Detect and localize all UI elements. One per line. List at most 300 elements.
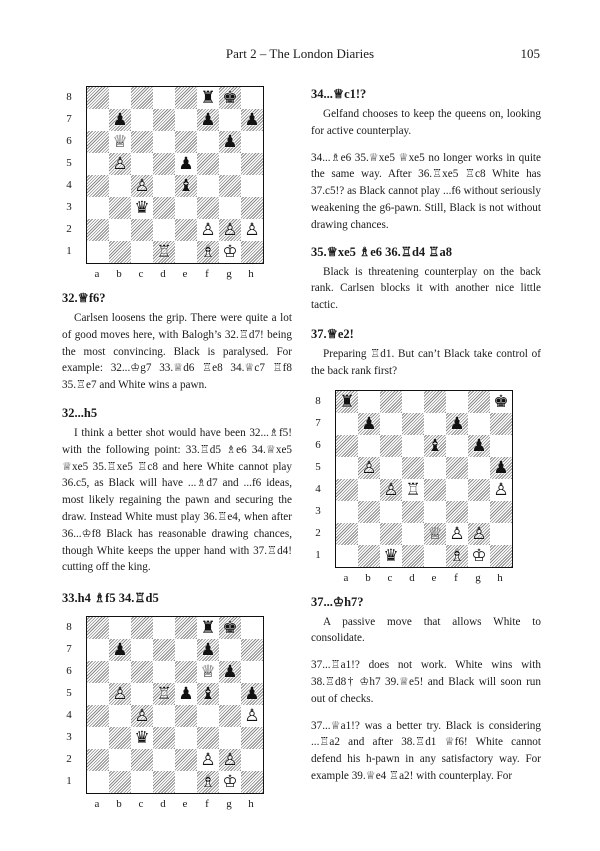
rank-label: 3: [315, 504, 321, 517]
board-square-g2: [219, 219, 241, 241]
board-square-b1: [109, 241, 131, 263]
chess-piece-icon: ♟: [178, 684, 194, 705]
file-label: d: [409, 571, 415, 584]
chess-piece-icon: ♙: [222, 750, 238, 771]
board-square-b6: [358, 435, 380, 457]
move-heading: 34...♕c1!?: [311, 87, 367, 101]
move-heading: 37.♕e2!: [311, 326, 354, 341]
board-square-c7: [131, 109, 153, 131]
file-label: g: [226, 798, 232, 811]
board-square-d2: [153, 219, 175, 241]
board-square-c6: [380, 435, 402, 457]
move-heading: 32...h5: [62, 405, 98, 420]
chess-piece-icon: ♗: [449, 545, 465, 566]
chess-piece-icon: ♟: [222, 132, 238, 152]
move-heading: 33.h4 ♗f5 34.♖d5: [62, 591, 159, 606]
board-square-a4: [336, 479, 358, 501]
board-square-h4: [241, 705, 263, 727]
board-square-e7: [175, 639, 197, 661]
commentary-paragraph: 37...♖a1!? does not work. White wins with 38.♖d8† ♔h7 39.♕e5! and Black will soon run out of checks.: [311, 659, 541, 705]
board-square-d7: [153, 639, 175, 661]
board-square-f4: [197, 175, 219, 197]
chapter-title: Part 2 – The London Diaries: [225, 46, 375, 61]
file-label: h: [248, 798, 254, 811]
chess-piece-icon: ♙: [244, 706, 260, 727]
board-square-e4: [175, 175, 197, 197]
board-square-f5: [446, 457, 468, 479]
board-square-g2: [468, 523, 490, 545]
board-square-e6: [175, 131, 197, 153]
board-square-h4: [490, 479, 512, 501]
board-square-c5: [131, 683, 153, 705]
file-label: h: [497, 571, 503, 584]
board-square-b2: [358, 523, 380, 545]
file-label: f: [205, 798, 209, 811]
file-labels: [335, 572, 511, 588]
file-label: c: [387, 571, 393, 584]
board-square-d2: [153, 749, 175, 771]
board-square-h2: [241, 749, 263, 771]
rank-labels: [62, 616, 76, 792]
chess-piece-icon: ♝: [200, 684, 216, 705]
board-square-f1: [197, 241, 219, 263]
file-label: d: [160, 798, 166, 811]
board-square-b8: [109, 87, 131, 109]
board-square-c5: [380, 457, 402, 479]
board-square-g4: [468, 479, 490, 501]
chess-piece-icon: ♙: [361, 457, 377, 478]
board-square-h2: [490, 523, 512, 545]
board-square-a6: [87, 131, 109, 153]
board-square-d6: [402, 435, 424, 457]
board-square-a5: [336, 457, 358, 479]
file-labels: [86, 798, 262, 814]
chess-piece-icon: ♟: [244, 110, 260, 130]
board-square-e1: [175, 771, 197, 793]
chess-piece-icon: ♜: [200, 88, 216, 108]
commentary-paragraph: Preparing ♖d1. But can’t Black take control of the back rank first?: [311, 347, 541, 377]
chess-piece-icon: ♕: [112, 132, 128, 152]
board-square-g6: [219, 131, 241, 153]
chess-piece-icon: ♟: [222, 662, 238, 683]
move-heading: 37...♔h7?: [311, 594, 364, 609]
chess-piece-icon: ♙: [200, 220, 216, 240]
file-label: b: [116, 268, 122, 280]
chess-piece-icon: ♔: [222, 772, 238, 793]
commentary-paragraph: Gelfand chooses to keep the queens on, looking for active counterplay.: [311, 108, 541, 137]
rank-label: 1: [315, 548, 321, 561]
chess-board: [86, 86, 264, 264]
rank-label: 7: [66, 113, 72, 125]
board-square-c3: [131, 197, 153, 219]
board-square-h5: [490, 457, 512, 479]
board-square-c7: [380, 413, 402, 435]
board-square-h3: [241, 727, 263, 749]
rank-label: 3: [66, 731, 72, 744]
chess-piece-icon: ♗: [200, 772, 216, 793]
commentary-paragraph: I think a better shot would have been 32...♗f5! with the following point: 33.♖d5 ♗e6 34.♕xe5 ♕xe5 35.♖xe5 ♖c8 and here White cannot play 36.c5, as Black will have ...♗d7 and ...f6 ideas, most likely regaining the pawn and securing the draw. Instead White must play 36.♖e4, when after 36...♔f8 Black has reasonable drawing chances, though White keeps the upper hand with 37.♖d4! cutting off the king.: [62, 426, 292, 574]
board-square-f8: [446, 391, 468, 413]
board-square-a5: [87, 153, 109, 175]
board-square-h3: [241, 197, 263, 219]
board-square-f6: [446, 435, 468, 457]
chess-piece-icon: ♛: [134, 198, 150, 218]
board-square-g3: [219, 727, 241, 749]
chess-piece-icon: ♕: [427, 523, 443, 544]
file-label: c: [138, 268, 144, 280]
board-square-f4: [197, 705, 219, 727]
board-square-b5: [358, 457, 380, 479]
chess-piece-icon: ♙: [449, 523, 465, 544]
board-square-c6: [131, 661, 153, 683]
board-square-e5: [424, 457, 446, 479]
rank-label: 6: [66, 135, 72, 147]
commentary-paragraph: 37...♕a1!? was a better try. Black is considering ...♖a2 and after 38.♖d1 ♕f6! White cannot defend his h-pawn in any satisfactory way. For example 39.♕e4 ♖a2! with counterplay. For: [311, 719, 541, 782]
file-label: e: [431, 571, 437, 584]
board-square-a3: [87, 197, 109, 219]
chess-piece-icon: ♟: [178, 154, 194, 174]
board-square-c3: [380, 501, 402, 523]
board-square-f4: [446, 479, 468, 501]
board-square-e3: [424, 501, 446, 523]
chess-piece-icon: ♙: [134, 706, 150, 727]
board-square-b7: [109, 109, 131, 131]
board-square-d3: [153, 727, 175, 749]
board-square-e2: [175, 219, 197, 241]
move-heading: 35.♕xe5 ♗e6 36.♖d4 ♖a8: [311, 244, 452, 259]
board-square-a1: [87, 241, 109, 263]
right-column: [311, 86, 541, 795]
board-square-h6: [241, 131, 263, 153]
rank-label: 2: [66, 223, 72, 235]
board-square-a7: [336, 413, 358, 435]
board-square-d1: [153, 771, 175, 793]
board-square-c8: [380, 391, 402, 413]
board-square-d3: [402, 501, 424, 523]
rank-label: 7: [315, 416, 321, 429]
chess-piece-icon: ♟: [471, 435, 487, 456]
chess-piece-icon: ♚: [493, 391, 509, 412]
board-square-f3: [446, 501, 468, 523]
rank-label: 3: [66, 201, 72, 213]
chess-piece-icon: ♟: [200, 640, 216, 661]
board-square-a2: [87, 749, 109, 771]
board-square-d5: [153, 153, 175, 175]
chess-piece-icon: ♔: [471, 545, 487, 566]
file-label: a: [94, 268, 100, 280]
board-square-g6: [468, 435, 490, 457]
file-label: g: [226, 268, 232, 280]
board-square-a4: [87, 175, 109, 197]
board-square-d7: [402, 413, 424, 435]
chess-piece-icon: ♙: [471, 523, 487, 544]
board-square-f6: [197, 661, 219, 683]
move-heading: 32.♕f6?: [62, 291, 106, 305]
board-square-e8: [175, 617, 197, 639]
commentary-paragraph: Carlsen loosens the grip. There were quite a lot of good moves here, with Balogh’s 32.♖d7! being the most convincing. Black is paralysed. For example: 32...♔g7 33.♕d6 ♖e8 34.♕c7 ♖f8 35.♖e7 and White wins a pawn.: [62, 312, 292, 392]
board-square-d4: [153, 705, 175, 727]
board-square-a5: [87, 683, 109, 705]
board-square-b8: [358, 391, 380, 413]
board-square-g5: [468, 457, 490, 479]
board-square-b5: [109, 153, 131, 175]
board-square-c2: [131, 749, 153, 771]
chess-board: [335, 390, 513, 568]
board-square-g4: [219, 175, 241, 197]
board-square-e1: [424, 545, 446, 567]
board-square-h8: [490, 391, 512, 413]
board-square-d4: [402, 479, 424, 501]
commentary-paragraph: 34...♗e6 35.♕xe5 ♕xe5 no longer works in quite the same way. After 36.♖xe5 ♖c8 White has 37.c5!? as Black cannot play ...f6 without seriously weakening the g6-pawn. Still, Black is not without drawing chances.: [311, 151, 541, 231]
board-square-a6: [87, 661, 109, 683]
chess-piece-icon: ♟: [449, 413, 465, 434]
board-square-f7: [197, 639, 219, 661]
board-square-c4: [131, 175, 153, 197]
board-square-f5: [197, 683, 219, 705]
board-square-c2: [131, 219, 153, 241]
board-square-c5: [131, 153, 153, 175]
board-square-f2: [197, 219, 219, 241]
board-square-c1: [131, 241, 153, 263]
board-square-a8: [87, 617, 109, 639]
board-square-c2: [380, 523, 402, 545]
board-square-h1: [241, 241, 263, 263]
board-square-c8: [131, 87, 153, 109]
board-square-b2: [109, 219, 131, 241]
board-square-h6: [241, 661, 263, 683]
board-square-e3: [175, 727, 197, 749]
board-square-e2: [424, 523, 446, 545]
board-square-b1: [109, 771, 131, 793]
chess-piece-icon: ♛: [134, 728, 150, 749]
board-square-a2: [336, 523, 358, 545]
board-square-d1: [153, 241, 175, 263]
board-square-g3: [468, 501, 490, 523]
running-header: [0, 46, 600, 66]
chess-piece-icon: ♙: [200, 750, 216, 771]
board-square-c1: [380, 545, 402, 567]
chess-board: [86, 616, 264, 794]
file-labels: [86, 268, 262, 284]
board-square-e6: [175, 661, 197, 683]
board-square-b4: [109, 705, 131, 727]
board-square-h7: [490, 413, 512, 435]
board-square-f8: [197, 87, 219, 109]
board-square-e7: [424, 413, 446, 435]
board-square-a7: [87, 109, 109, 131]
board-square-d7: [153, 109, 175, 131]
file-label: h: [248, 268, 254, 280]
board-square-e8: [424, 391, 446, 413]
file-label: f: [205, 268, 209, 280]
rank-label: 8: [66, 621, 72, 634]
board-square-g8: [468, 391, 490, 413]
file-label: a: [94, 798, 100, 811]
chess-diagram-2: [62, 616, 276, 816]
board-square-d8: [402, 391, 424, 413]
board-square-g1: [219, 241, 241, 263]
board-square-h7: [241, 109, 263, 131]
board-square-b4: [109, 175, 131, 197]
board-square-e5: [175, 683, 197, 705]
rank-label: 5: [66, 687, 72, 700]
board-square-c7: [131, 639, 153, 661]
board-square-h4: [241, 175, 263, 197]
board-square-h1: [241, 771, 263, 793]
chess-piece-icon: ♖: [156, 684, 172, 705]
board-square-c4: [380, 479, 402, 501]
chess-piece-icon: ♗: [200, 242, 216, 262]
board-square-f8: [197, 617, 219, 639]
rank-label: 1: [66, 775, 72, 788]
chess-piece-icon: ♙: [112, 684, 128, 705]
chess-piece-icon: ♟: [112, 640, 128, 661]
chess-piece-icon: ♙: [112, 154, 128, 174]
board-square-h8: [241, 87, 263, 109]
board-square-b5: [109, 683, 131, 705]
board-square-b3: [109, 197, 131, 219]
chess-piece-icon: ♙: [222, 220, 238, 240]
rank-label: 6: [66, 665, 72, 678]
rank-label: 4: [66, 709, 72, 722]
rank-label: 2: [66, 753, 72, 766]
rank-label: 5: [66, 157, 72, 169]
chess-piece-icon: ♚: [222, 618, 238, 639]
board-square-g3: [219, 197, 241, 219]
file-label: c: [138, 798, 144, 811]
left-column: [62, 86, 292, 816]
chess-piece-icon: ♙: [244, 220, 260, 240]
board-square-f1: [197, 771, 219, 793]
board-square-f2: [446, 523, 468, 545]
file-label: e: [182, 268, 188, 280]
board-square-h7: [241, 639, 263, 661]
board-square-f7: [446, 413, 468, 435]
rank-label: 1: [66, 245, 72, 257]
rank-label: 6: [315, 438, 321, 451]
board-square-b6: [109, 661, 131, 683]
board-square-b1: [358, 545, 380, 567]
board-square-d5: [402, 457, 424, 479]
board-square-b7: [358, 413, 380, 435]
board-square-d8: [153, 617, 175, 639]
board-square-h5: [241, 153, 263, 175]
commentary-paragraph: A passive move that allows White to consolidate.: [311, 615, 541, 645]
chess-piece-icon: ♟: [493, 457, 509, 478]
board-square-a7: [87, 639, 109, 661]
board-square-f2: [197, 749, 219, 771]
board-square-g2: [219, 749, 241, 771]
board-square-h1: [490, 545, 512, 567]
board-square-e7: [175, 109, 197, 131]
board-square-a4: [87, 705, 109, 727]
board-square-c3: [131, 727, 153, 749]
page-number: 105: [520, 46, 540, 61]
board-square-g8: [219, 87, 241, 109]
chess-piece-icon: ♝: [178, 176, 194, 196]
board-square-e2: [175, 749, 197, 771]
chess-piece-icon: ♛: [383, 545, 399, 566]
board-square-f6: [197, 131, 219, 153]
board-square-d3: [153, 197, 175, 219]
board-square-c4: [131, 705, 153, 727]
board-square-g5: [219, 683, 241, 705]
board-square-e5: [175, 153, 197, 175]
chess-piece-icon: ♟: [361, 413, 377, 434]
board-square-d4: [153, 175, 175, 197]
board-square-f7: [197, 109, 219, 131]
chess-diagram-3: [311, 390, 525, 590]
chess-piece-icon: ♟: [244, 684, 260, 705]
board-square-f3: [197, 197, 219, 219]
rank-label: 8: [315, 394, 321, 407]
board-square-d2: [402, 523, 424, 545]
board-square-d1: [402, 545, 424, 567]
board-square-e3: [175, 197, 197, 219]
file-label: g: [475, 571, 481, 584]
rank-label: 2: [315, 526, 321, 539]
board-square-b6: [109, 131, 131, 153]
file-label: f: [454, 571, 458, 584]
board-square-g1: [219, 771, 241, 793]
board-square-a3: [87, 727, 109, 749]
chess-piece-icon: ♖: [405, 479, 421, 500]
file-label: a: [343, 571, 349, 584]
board-square-f1: [446, 545, 468, 567]
board-square-f3: [197, 727, 219, 749]
board-square-g5: [219, 153, 241, 175]
board-square-e4: [175, 705, 197, 727]
rank-labels: [311, 390, 325, 566]
rank-labels: [62, 86, 76, 262]
board-square-b4: [358, 479, 380, 501]
board-square-h3: [490, 501, 512, 523]
chess-piece-icon: ♙: [383, 479, 399, 500]
chess-piece-icon: ♝: [427, 435, 443, 456]
board-square-b8: [109, 617, 131, 639]
chess-piece-icon: ♕: [200, 662, 216, 683]
board-square-g7: [219, 109, 241, 131]
board-square-b7: [109, 639, 131, 661]
board-square-e6: [424, 435, 446, 457]
board-square-a2: [87, 219, 109, 241]
board-square-a6: [336, 435, 358, 457]
board-square-e8: [175, 87, 197, 109]
file-label: e: [182, 798, 188, 811]
chess-diagram-1: [62, 86, 276, 286]
chess-piece-icon: ♙: [134, 176, 150, 196]
chess-piece-icon: ♙: [493, 479, 509, 500]
board-square-g4: [219, 705, 241, 727]
file-label: b: [116, 798, 122, 811]
board-square-a8: [336, 391, 358, 413]
board-square-a8: [87, 87, 109, 109]
rank-label: 4: [315, 482, 321, 495]
chess-piece-icon: ♜: [200, 618, 216, 639]
board-square-h6: [490, 435, 512, 457]
board-square-g8: [219, 617, 241, 639]
board-square-g1: [468, 545, 490, 567]
board-square-d6: [153, 131, 175, 153]
commentary-paragraph: Black is threatening counterplay on the back rank. Carlsen blocks it with another nice little tactic.: [311, 265, 541, 312]
board-square-d8: [153, 87, 175, 109]
chess-piece-icon: ♖: [156, 242, 172, 262]
file-label: b: [365, 571, 371, 584]
board-square-e4: [424, 479, 446, 501]
board-square-f5: [197, 153, 219, 175]
rank-label: 5: [315, 460, 321, 473]
board-square-g6: [219, 661, 241, 683]
